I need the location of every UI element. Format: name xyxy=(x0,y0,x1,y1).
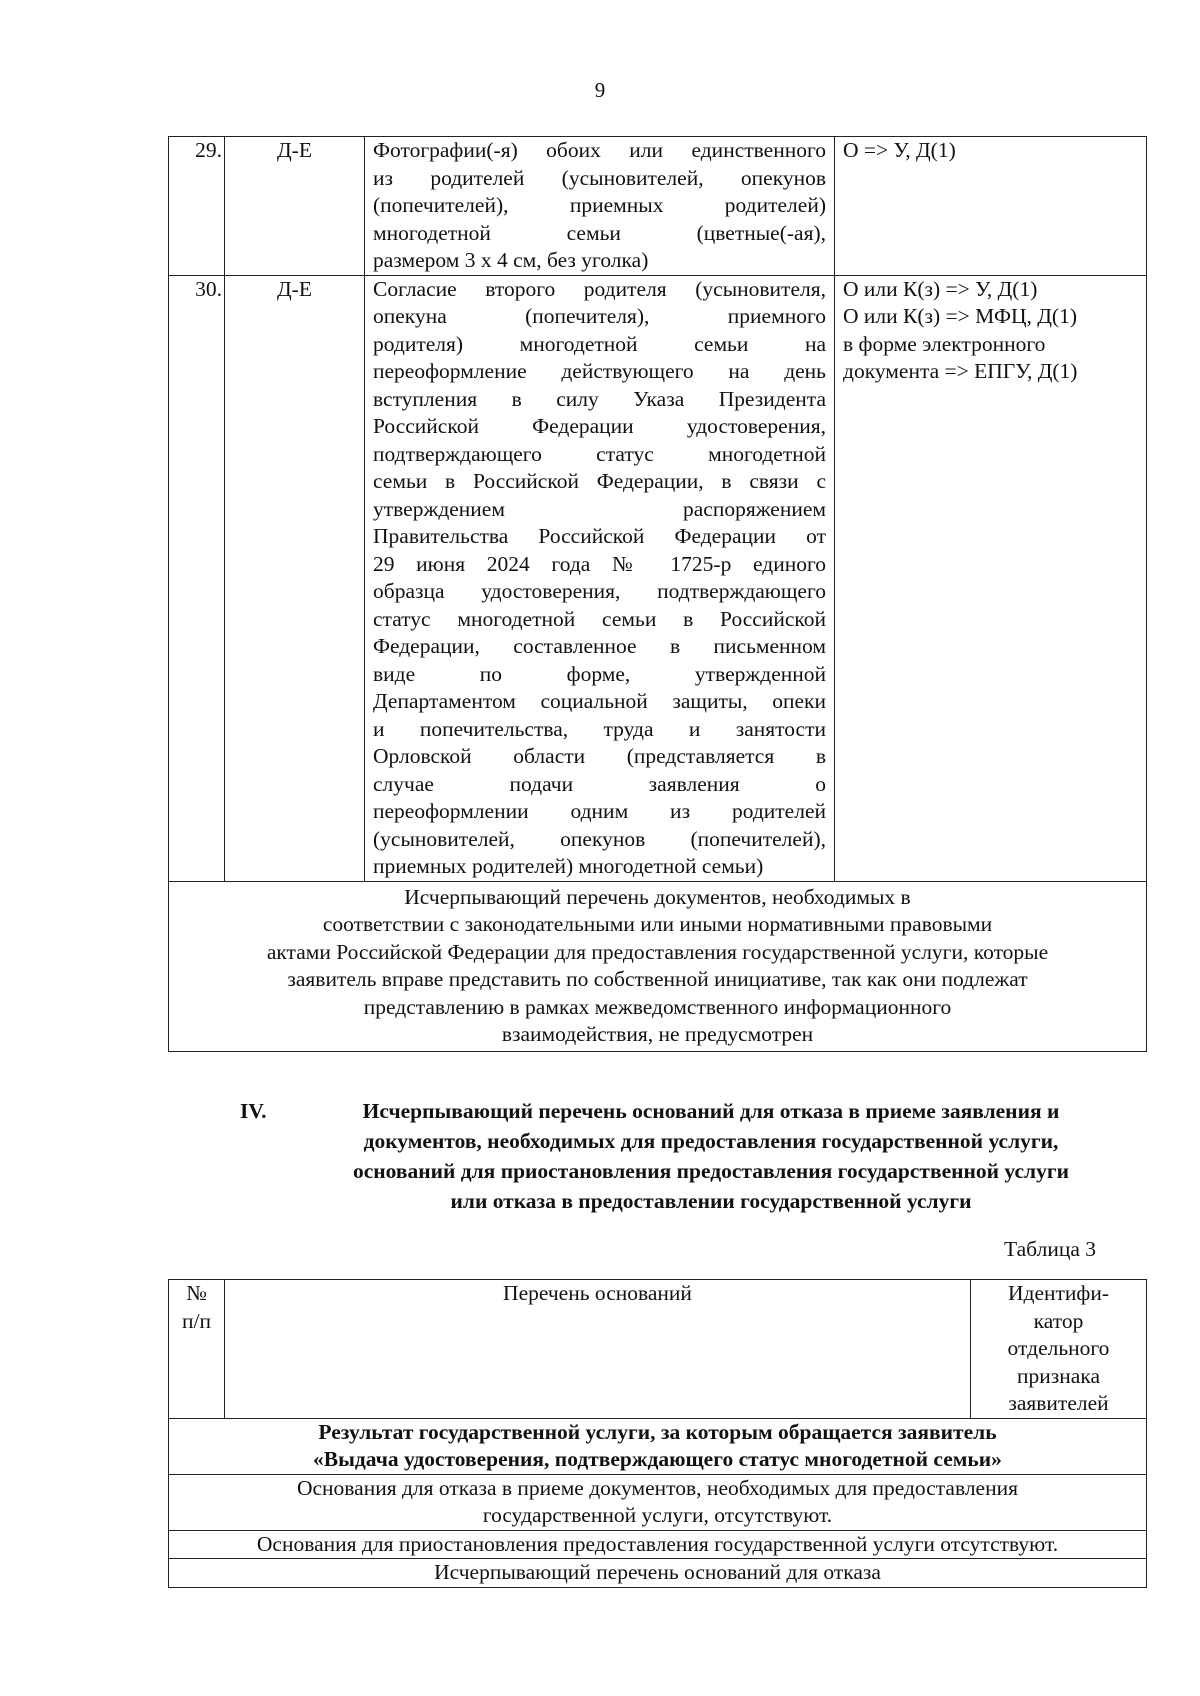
text-line: статус многодетной семьи в Российской xyxy=(373,606,826,631)
text-line: подтверждающего статус многодетной xyxy=(373,441,826,466)
section-title-line: Исчерпывающий перечень оснований для отказа в приеме заявления и xyxy=(362,1099,1060,1123)
submission-form xyxy=(835,137,1147,276)
header-number xyxy=(169,1280,225,1419)
documents-table-continued xyxy=(168,136,1147,1052)
table-row xyxy=(169,275,1147,881)
text-line: представлению в рамках межведомственного информационного xyxy=(363,994,952,1019)
text-line: актами Российской Федерации для предоставления государственной услуги, которые xyxy=(266,939,1049,964)
table-row xyxy=(169,1530,1147,1559)
table-header-row xyxy=(169,1280,1147,1419)
text-line: переоформлении одним из родителей xyxy=(373,799,826,823)
section-title-line: оснований для приостановления предоставления государственной услуги xyxy=(352,1159,1070,1183)
text-line: в форме электронного xyxy=(843,331,1046,356)
table-row xyxy=(169,1418,1147,1474)
text-line: Фотографии(-я) обоих или единственного xyxy=(373,138,826,162)
text-line: 29 июня 2024 года № 1725-р единого xyxy=(373,551,826,576)
text-line: «Выдача удостоверения, подтверждающего статус многодетной семьи» xyxy=(313,1447,1002,1471)
text-line: О или К(з) => МФЦ, Д(1) xyxy=(843,304,1078,328)
text-line: Результат государственной услуги, за которым обращается заявитель xyxy=(318,1419,997,1444)
text-line: случае подачи заявления о xyxy=(373,771,826,796)
text-line: (усыновителей, опекунов (попечителей), xyxy=(373,826,826,851)
text-line: из родителей (усыновителей, опекунов xyxy=(373,165,826,190)
text-line: государственной услуги, отсутствуют. xyxy=(482,1503,833,1527)
header-identifier xyxy=(971,1280,1147,1419)
text-line: № xyxy=(186,1281,207,1305)
exhaustive-list-note xyxy=(169,881,1147,1051)
text-line: размером 3 х 4 см, без уголка) xyxy=(373,248,649,272)
text-line: О или К(з) => У, Д(1) xyxy=(843,276,1038,301)
table-caption: Таблица 3 xyxy=(1004,1237,1096,1261)
text-line: Основания для отказа в приеме документов, необходимых для предоставления xyxy=(296,1475,1018,1500)
submission-form xyxy=(835,275,1147,881)
text-line: Правительства Российской Федерации от xyxy=(373,524,826,548)
text-line: многодетной семьи (цветные(-ая), xyxy=(373,220,826,245)
applicant-category: Д-Е xyxy=(225,275,365,881)
table-row xyxy=(169,1559,1147,1588)
refusal-grounds-heading: Исчерпывающий перечень оснований для отказа xyxy=(169,1559,1147,1588)
row-number: 29. xyxy=(169,137,225,276)
acceptance-refusal-grounds xyxy=(169,1474,1147,1530)
page-number: 9 xyxy=(594,78,606,102)
text-line: О => У, Д(1) xyxy=(843,138,956,162)
text-line: соответствии с законодательными или иными нормативными правовыми xyxy=(322,912,993,936)
header-list: Перечень оснований xyxy=(225,1280,971,1419)
text-line: взаимодействия, не предусмотрен xyxy=(501,1022,814,1046)
text-line: (попечителей), приемных родителей) xyxy=(373,193,826,217)
text-line: Федерации, составленное в письменном xyxy=(373,634,826,658)
table-row xyxy=(169,881,1147,1051)
text-line: родителя) многодетной семьи на xyxy=(373,331,826,356)
document-description xyxy=(365,275,835,881)
text-line: документа => ЕПГУ, Д(1) xyxy=(843,359,1078,383)
text-line: заявителей xyxy=(1008,1391,1109,1415)
text-line: Идентифи- xyxy=(1007,1281,1109,1305)
text-line: отдельного xyxy=(1007,1336,1110,1360)
text-line: Орловской области (представляется в xyxy=(373,744,826,768)
text-line: семьи в Российской Федерации, в связи с xyxy=(373,469,826,493)
text-line: Исчерпывающий перечень документов, необходимых в xyxy=(404,884,911,909)
table-row xyxy=(169,137,1147,276)
section-number: IV. xyxy=(240,1099,267,1123)
row-number: 30. xyxy=(169,275,225,881)
text-line: переоформление действующего на день xyxy=(373,359,826,383)
text-line: приемных родителей) многодетной семьи) xyxy=(373,854,764,878)
section-title-line: или отказа в предоставлении государственной услуги xyxy=(450,1189,972,1213)
text-line: Российской Федерации удостоверения, xyxy=(373,414,826,438)
table-row xyxy=(169,1474,1147,1530)
document-description xyxy=(365,137,835,276)
text-line: виде по форме, утвержденной xyxy=(373,661,826,686)
text-line: утверждением распоряжением xyxy=(373,496,826,521)
grounds-table xyxy=(168,1279,1147,1588)
text-line: п/п xyxy=(182,1308,211,1333)
suspension-grounds: Основания для приостановления предоставления государственной услуги отсутствуют. xyxy=(169,1530,1147,1559)
text-line: вступления в силу Указа Президента xyxy=(373,386,826,411)
applicant-category: Д-Е xyxy=(225,137,365,276)
text-line: опекуна (попечителя), приемного xyxy=(373,304,826,328)
text-line: катор xyxy=(1033,1308,1084,1333)
text-line: Департаментом социальной защиты, опеки xyxy=(373,689,826,713)
text-line: заявитель вправе представить по собственной инициативе, так как они подлежат xyxy=(287,967,1028,991)
text-line: признака xyxy=(1017,1363,1100,1388)
section-title-line: документов, необходимых для предоставления государственной услуги, xyxy=(363,1129,1059,1153)
text-line: Согласие второго родителя (усыновителя, xyxy=(373,276,826,301)
section-heading xyxy=(230,1096,1130,1216)
service-result xyxy=(169,1418,1147,1474)
text-line: образца удостоверения, подтверждающего xyxy=(373,579,826,603)
text-line: и попечительства, труда и занятости xyxy=(373,716,826,741)
